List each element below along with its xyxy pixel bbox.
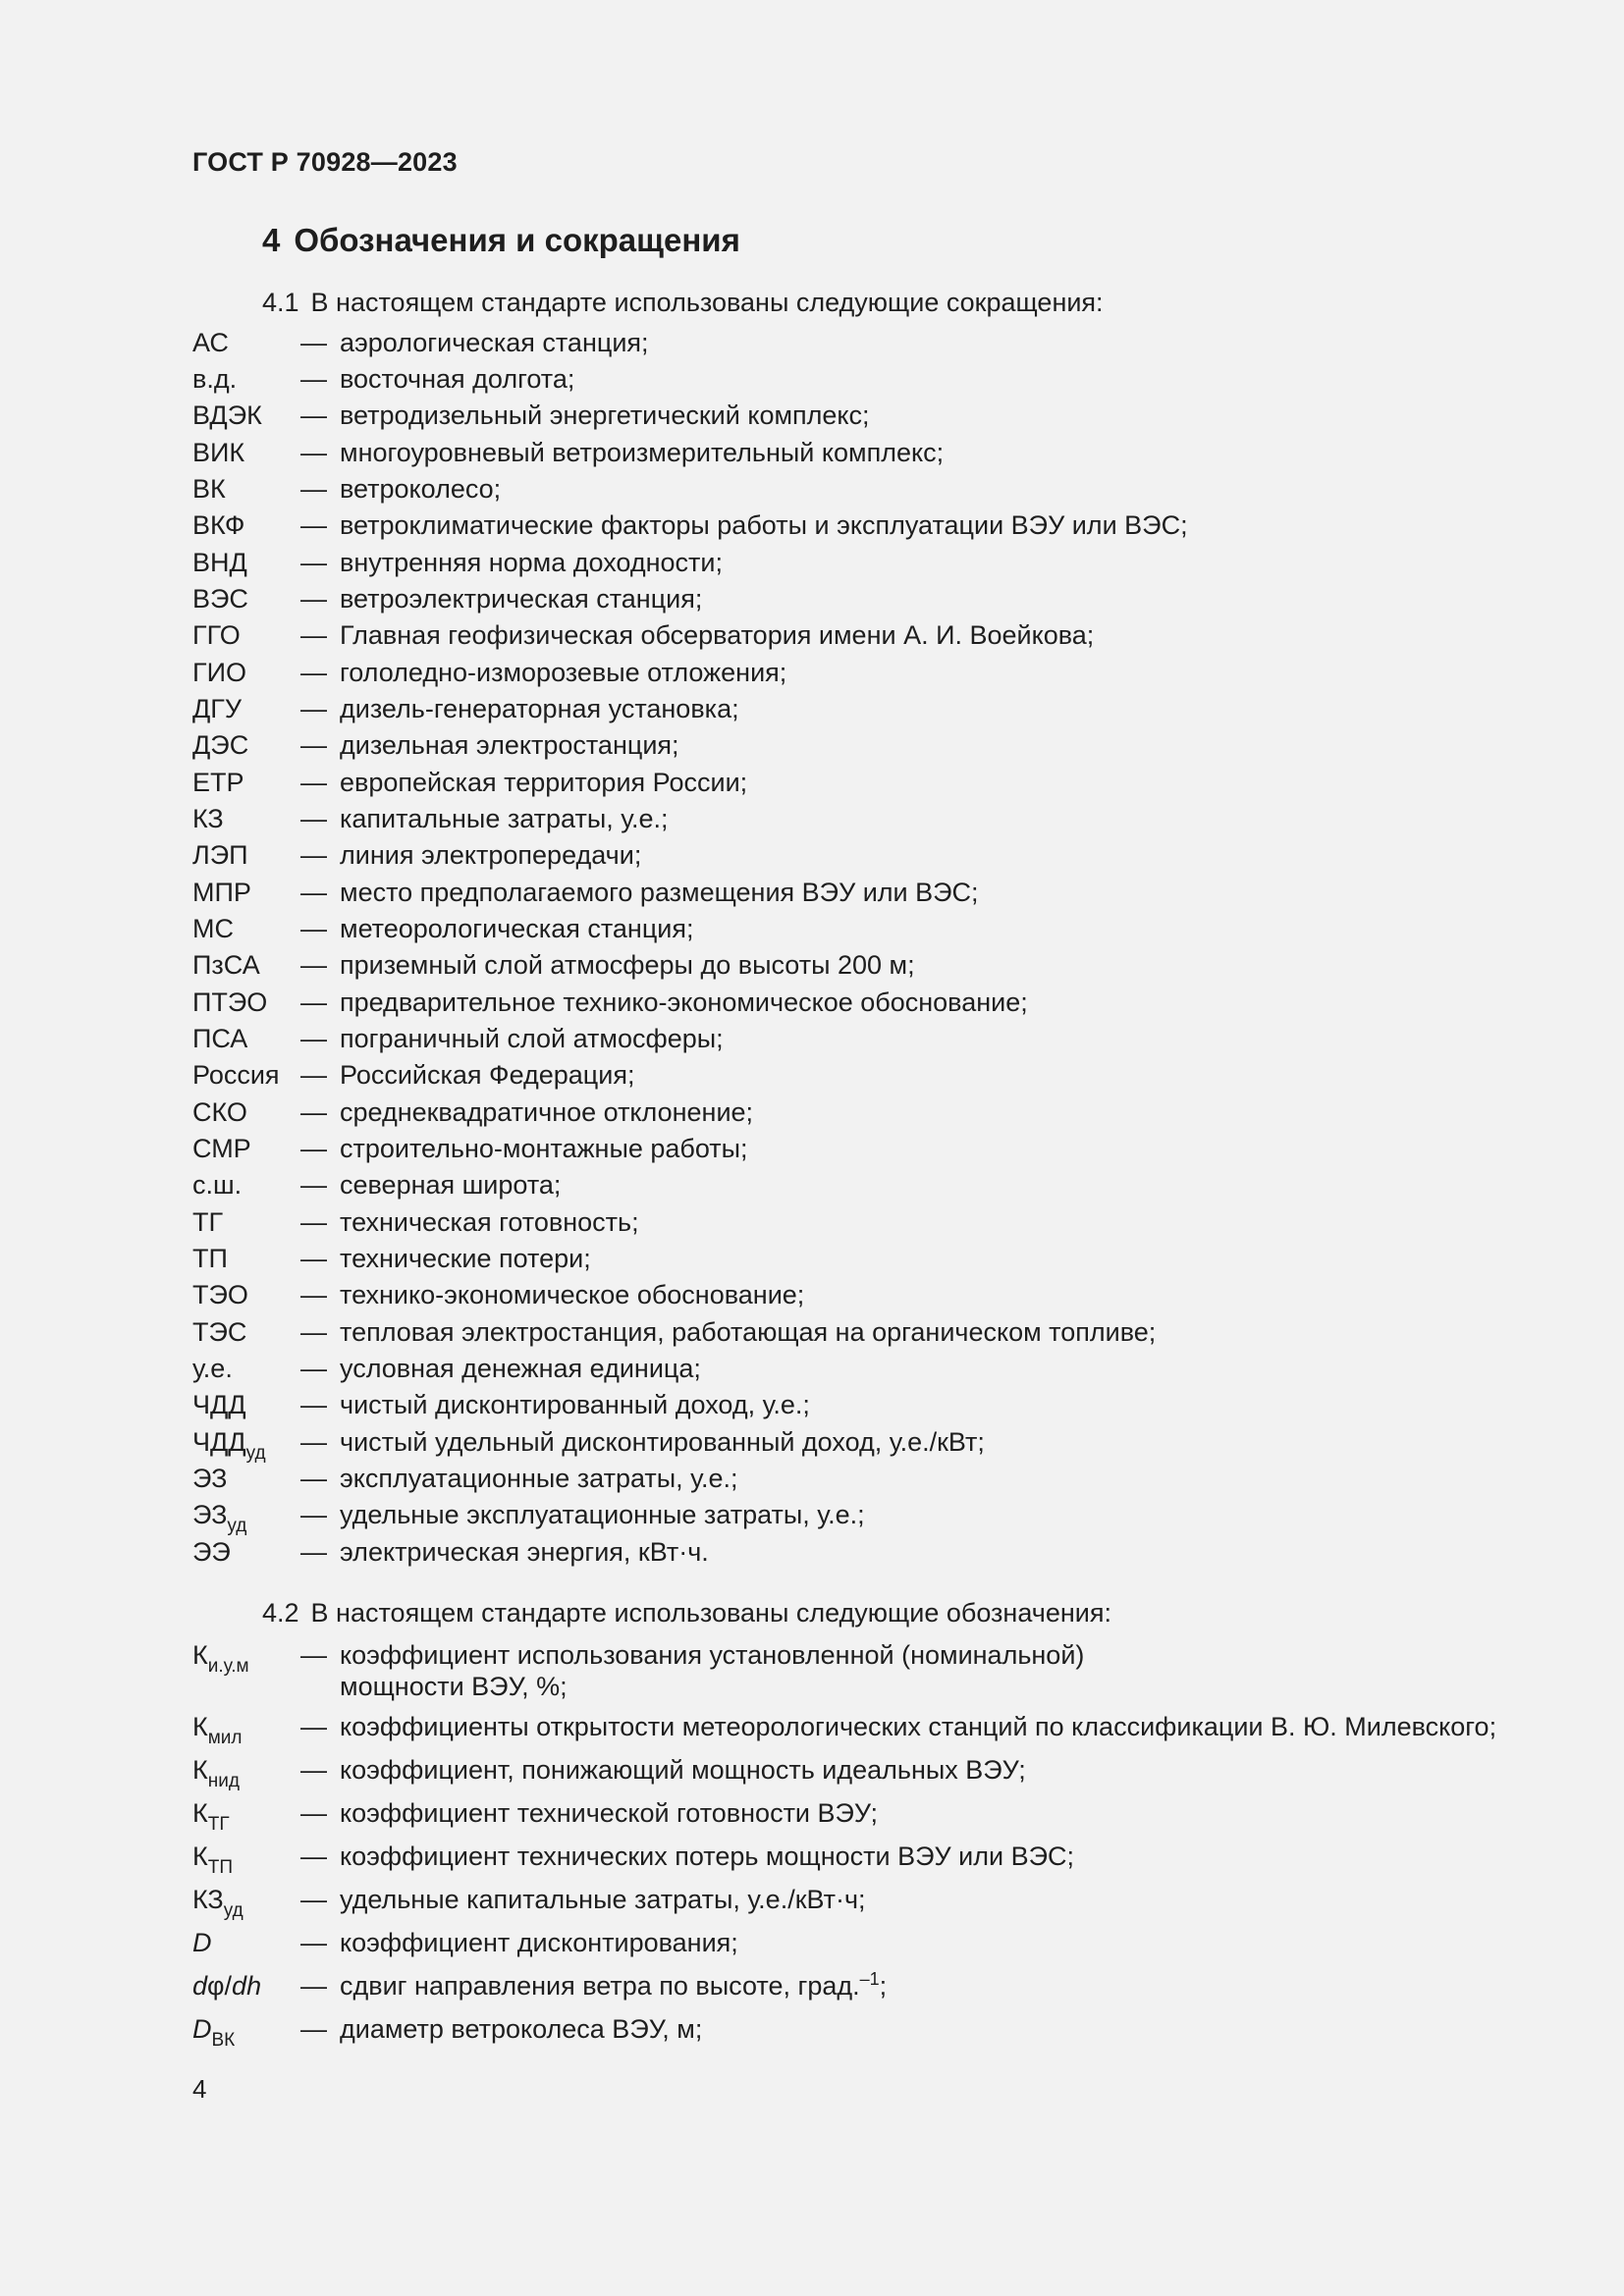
term-part: dh [232, 1971, 262, 2001]
abbreviation-term: СКО [192, 1097, 247, 1127]
symbol-term [192, 1884, 244, 1921]
abbreviation-term: ТЭО [192, 1280, 248, 1309]
abbreviation-definition: среднеквадратичное отклонение; [340, 1097, 754, 1127]
symbol-definition: коэффициент, понижающий мощность идеальных ВЭУ; [340, 1755, 1026, 1785]
abbreviation-definition: место предполагаемого размещения ВЭУ или ВЭС; [340, 878, 979, 907]
em-dash: — [300, 768, 327, 797]
abbreviation-term: АС [192, 328, 229, 357]
term-base: ЭЗ [192, 1500, 228, 1529]
term-subscript: мил [207, 1728, 243, 1748]
em-dash: — [300, 1712, 327, 1741]
page-number: 4 [192, 2074, 207, 2104]
abbreviation-term: ДГУ [192, 694, 243, 723]
em-dash: — [300, 840, 327, 870]
subsection-4-2-heading [262, 1598, 1111, 1629]
symbol-definition [340, 1639, 1084, 1702]
abbreviation-definition: капитальные затраты, у.е.; [340, 804, 669, 833]
definition-text: сдвиг направления ветра по высоте, град. [340, 1971, 860, 2001]
em-dash: — [300, 1317, 327, 1347]
section-heading [262, 222, 740, 259]
abbreviation-definition: технико-экономическое обоснование; [340, 1280, 805, 1309]
em-dash: — [300, 1798, 327, 1828]
abbreviation-term: ПСА [192, 1024, 248, 1053]
abbreviation-term: ВНД [192, 548, 247, 577]
abbreviation-definition: приземный слой атмосферы до высоты 200 м; [340, 950, 915, 980]
symbol-term [192, 1754, 240, 1791]
abbreviation-term: ВЭС [192, 584, 248, 614]
em-dash: — [300, 1640, 327, 1670]
term-subscript: и.у.м [207, 1656, 249, 1677]
abbreviation-definition: чистый удельный дисконтированный доход, у.е./кВт; [340, 1427, 985, 1457]
em-dash: — [300, 1755, 327, 1785]
term-base: К [192, 1712, 208, 1741]
abbreviation-definition: тепловая электростанция, работающая на органическом топливе; [340, 1317, 1157, 1347]
subsection-number: 4.2 [262, 1598, 299, 1628]
em-dash: — [300, 1280, 327, 1309]
symbol-term [192, 1711, 243, 1748]
em-dash: — [300, 988, 327, 1017]
abbreviation-term: ДЭС [192, 730, 249, 760]
em-dash: — [300, 1097, 327, 1127]
abbreviation-definition: европейская территория России; [340, 768, 748, 797]
abbreviation-definition: условная денежная единица; [340, 1354, 701, 1383]
abbreviation-definition: техническая готовность; [340, 1207, 639, 1237]
term-subscript: уд [245, 1443, 266, 1464]
term-base: К [192, 1755, 208, 1785]
abbreviation-definition: электрическая энергия, кВт·ч. [340, 1537, 709, 1567]
abbreviation-term: ЕТР [192, 768, 244, 797]
term-subscript: ТГ [207, 1814, 230, 1835]
em-dash: — [300, 584, 327, 614]
em-dash: — [300, 694, 327, 723]
symbol-term [192, 2013, 236, 2051]
em-dash: — [300, 438, 327, 467]
abbreviation-term: ВИК [192, 438, 245, 467]
abbreviation-term: в.д. [192, 364, 238, 394]
abbreviation-definition: технические потери; [340, 1244, 591, 1273]
em-dash: — [300, 950, 327, 980]
abbreviation-term: СМР [192, 1134, 251, 1163]
abbreviation-term: ГГО [192, 620, 241, 650]
em-dash: — [300, 1024, 327, 1053]
abbreviation-term: ПТЭО [192, 988, 268, 1017]
abbreviation-definition: гололедно-изморозевые отложения; [340, 658, 787, 687]
abbreviation-definition: пограничный слой атмосферы; [340, 1024, 724, 1053]
abbreviation-term: ВДЭК [192, 400, 262, 430]
em-dash: — [300, 730, 327, 760]
em-dash: — [300, 1060, 327, 1090]
abbreviation-term: ТП [192, 1244, 228, 1273]
abbreviation-definition: предварительное технико-экономическое обоснование; [340, 988, 1028, 1017]
symbol-definition: коэффициенты открытости метеорологических станций по классификации В. Ю. Милевского; [340, 1712, 1497, 1741]
abbreviation-term: Россия [192, 1060, 280, 1090]
em-dash: — [300, 1842, 327, 1871]
definition-end: ; [879, 1971, 888, 2001]
abbreviation-term: КЗ [192, 804, 224, 833]
symbol-definition: диаметр ветроколеса ВЭУ, м; [340, 2014, 703, 2044]
em-dash: — [300, 804, 327, 833]
section-title: Обозначения и сокращения [294, 222, 740, 258]
symbol-term: D [192, 1928, 212, 1957]
abbreviation-definition: Российская Федерация; [340, 1060, 635, 1090]
term-subscript: уд [227, 1516, 247, 1536]
symbol-term [192, 1639, 249, 1677]
term-base: ЧДД [192, 1427, 246, 1457]
definition-line-2: мощности ВЭУ, %; [340, 1672, 568, 1701]
symbol-definition: удельные капитальные затраты, у.е./кВт·ч; [340, 1885, 866, 1914]
abbreviation-term: ПзСА [192, 950, 260, 980]
abbreviation-definition: ветроклиматические факторы работы и эксплуатации ВЭУ или ВЭС; [340, 510, 1188, 540]
term-part: φ/ [207, 1971, 233, 2001]
definition-superscript: –1 [859, 1969, 880, 1989]
subsection-4-1-heading [262, 288, 1104, 318]
symbol-definition: коэффициент технической готовности ВЭУ; [340, 1798, 878, 1828]
abbreviation-definition: ветроэлектрическая станция; [340, 584, 703, 614]
document-code: ГОСТ Р 70928—2023 [192, 147, 458, 177]
abbreviation-definition: чистый дисконтированный доход, у.е.; [340, 1390, 810, 1419]
section-number: 4 [262, 222, 281, 258]
em-dash: — [300, 1928, 327, 1957]
abbreviation-term: ЛЭП [192, 840, 248, 870]
abbreviation-definition: Главная геофизическая обсерватория имени А. И. Воейкова; [340, 620, 1095, 650]
abbreviation-term: ТЭС [192, 1317, 247, 1347]
abbreviation-term [192, 1426, 266, 1464]
abbreviation-definition: линия электропередачи; [340, 840, 642, 870]
term-base: К [192, 1640, 208, 1670]
abbreviation-term: ТГ [192, 1207, 224, 1237]
em-dash: — [300, 1244, 327, 1273]
abbreviation-definition: дизель-генераторная установка; [340, 694, 739, 723]
em-dash: — [300, 1207, 327, 1237]
em-dash: — [300, 1427, 327, 1457]
abbreviation-definition: строительно-монтажные работы; [340, 1134, 748, 1163]
term-base: КЗ [192, 1885, 224, 1914]
abbreviation-term: ЧДД [192, 1390, 246, 1419]
abbreviation-term: ЭЗ [192, 1464, 228, 1493]
em-dash: — [300, 1390, 327, 1419]
em-dash: — [300, 1885, 327, 1914]
em-dash: — [300, 658, 327, 687]
term-base: К [192, 1842, 208, 1871]
em-dash: — [300, 474, 327, 504]
term-subscript: нид [207, 1771, 240, 1791]
subsection-text: В настоящем стандарте использованы следующие обозначения: [310, 1598, 1111, 1628]
term-subscript: уд [223, 1900, 244, 1921]
abbreviation-definition: метеорологическая станция; [340, 914, 694, 943]
subsection-number: 4.1 [262, 288, 299, 317]
em-dash: — [300, 1537, 327, 1567]
em-dash: — [300, 620, 327, 650]
abbreviation-term: ВКФ [192, 510, 245, 540]
abbreviation-definition: удельные эксплуатационные затраты, у.е.; [340, 1500, 865, 1529]
abbreviation-definition: восточная долгота; [340, 364, 575, 394]
em-dash: — [300, 1971, 327, 2001]
abbreviation-definition: эксплуатационные затраты, у.е.; [340, 1464, 738, 1493]
abbreviation-definition: ветроколесо; [340, 474, 502, 504]
symbol-definition: коэффициент дисконтирования; [340, 1928, 738, 1957]
abbreviation-term: МС [192, 914, 234, 943]
em-dash: — [300, 2014, 327, 2044]
symbol-definition: коэффициент технических потерь мощности ВЭУ или ВЭС; [340, 1842, 1074, 1871]
abbreviation-term: ЭЭ [192, 1537, 231, 1567]
em-dash: — [300, 1134, 327, 1163]
symbol-term [192, 1797, 230, 1835]
em-dash: — [300, 914, 327, 943]
term-subscript: ВК [211, 2030, 236, 2051]
abbreviation-definition: аэрологическая станция; [340, 328, 649, 357]
em-dash: — [300, 1500, 327, 1529]
abbreviation-definition: внутренняя норма доходности; [340, 548, 723, 577]
definition-line-1: коэффициент использования установленной (номинальной) [340, 1640, 1085, 1670]
abbreviation-definition: многоуровневый ветроизмерительный комплекс; [340, 438, 945, 467]
subsection-text: В настоящем стандарте использованы следующие сокращения: [310, 288, 1104, 317]
symbol-definition [340, 1970, 887, 2002]
abbreviation-definition: северная широта; [340, 1170, 562, 1200]
em-dash: — [300, 878, 327, 907]
em-dash: — [300, 364, 327, 394]
em-dash: — [300, 1170, 327, 1200]
em-dash: — [300, 510, 327, 540]
abbreviation-term: у.е. [192, 1354, 233, 1383]
abbreviation-definition: ветродизельный энергетический комплекс; [340, 400, 870, 430]
term-part: d [192, 1971, 208, 2001]
abbreviation-term: ВК [192, 474, 226, 504]
em-dash: — [300, 1464, 327, 1493]
abbreviation-definition: дизельная электростанция; [340, 730, 679, 760]
em-dash: — [300, 548, 327, 577]
symbol-term [192, 1970, 261, 2002]
term-base: К [192, 1798, 208, 1828]
abbreviation-term: с.ш. [192, 1170, 243, 1200]
term-subscript: ТП [207, 1857, 233, 1878]
abbreviation-term [192, 1499, 247, 1536]
em-dash: — [300, 328, 327, 357]
em-dash: — [300, 400, 327, 430]
term-base: D [192, 2014, 212, 2044]
em-dash: — [300, 1354, 327, 1383]
abbreviation-term: ГИО [192, 658, 247, 687]
symbol-term [192, 1841, 233, 1878]
abbreviation-term: МПР [192, 878, 251, 907]
